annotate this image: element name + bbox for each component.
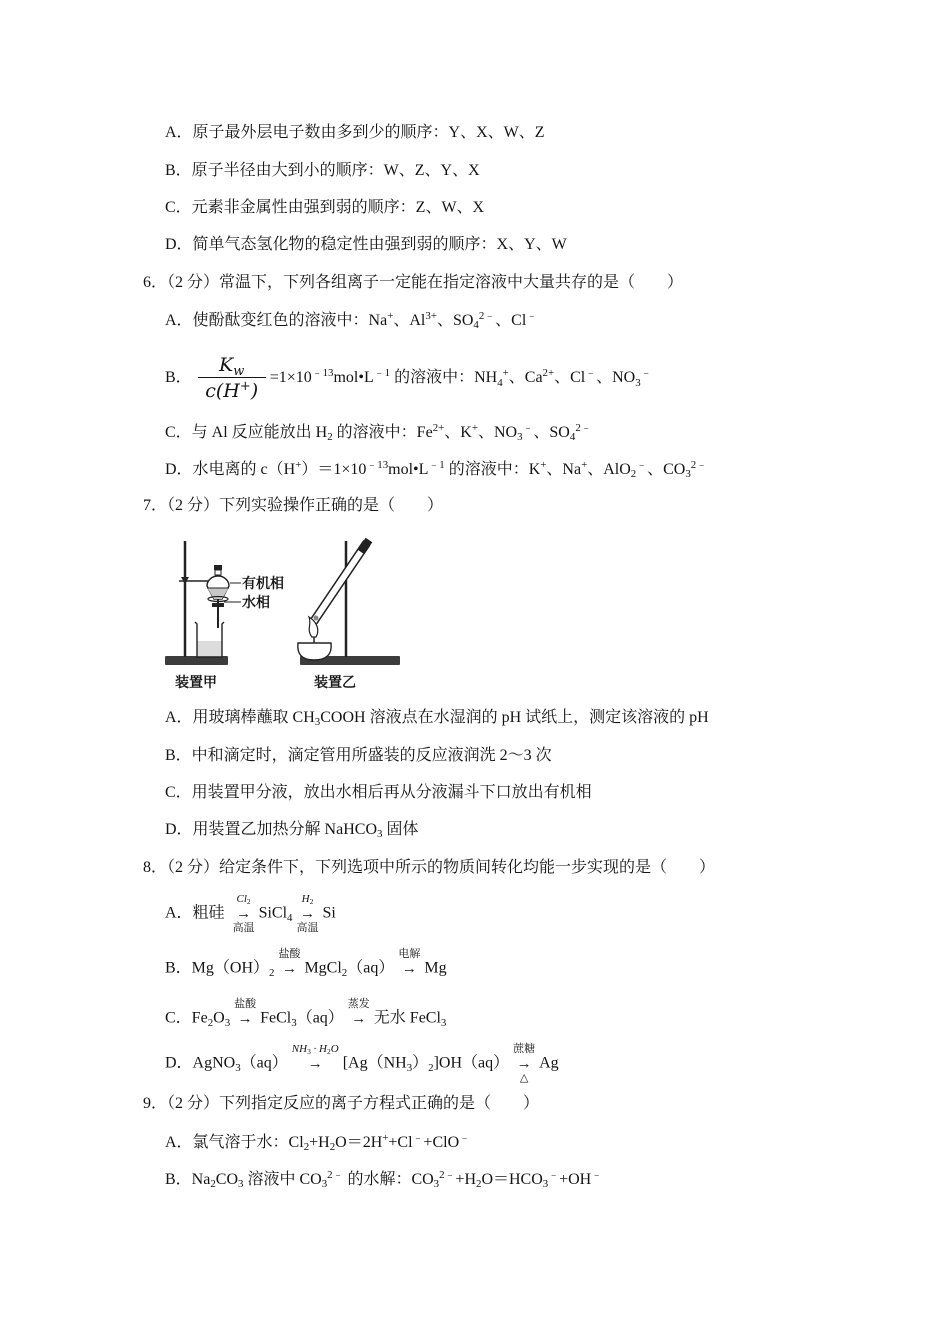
text-run: A．氯气溶于水：Cl [165,1134,304,1151]
arrow-icon: → [299,906,315,922]
text-run: 6．（2 分）常温下，下列各组离子一定能在指定溶液中大量共存的是（ ） [143,274,684,291]
text-run: Ag [539,1054,559,1072]
text-run: 高温 [232,922,255,934]
q8-option-d [165,1043,559,1085]
text-run: 、AlO [587,461,631,478]
superscript: 2﹣ [575,422,592,435]
text-run: A．使酚酞变红色的溶液中：Na [165,312,388,329]
arrow-condition-top [236,893,250,906]
text-run: 固体 [382,821,419,838]
arrow-condition-top [348,998,370,1011]
text-run: O＝2H [335,1134,383,1151]
q7-option-d [165,820,418,840]
superscript: 2+ [542,367,555,380]
text-run: D．简单气态氢化物的稳定性由强到弱的顺序：X、Y、W [165,236,567,253]
superscript: ﹣ [526,310,538,323]
q7-option-b [165,746,552,766]
text-run: 、NO [596,369,636,387]
text-run: 蒸发 [347,998,370,1010]
q8-option-a [165,893,336,935]
superscript: + [581,459,588,472]
superscript: + [382,1132,389,1145]
arrow-condition-top [513,1043,535,1056]
text-run: +ClO [423,1134,460,1151]
text-run: A．用玻璃棒蘸取 CH [165,709,315,726]
text-run: +H [309,1134,330,1151]
q6-option-a [165,311,537,331]
alcohol-lamp [298,643,331,660]
reaction-arrow [233,893,255,935]
superscript: ﹣ [585,367,597,380]
italic-run: NH [291,1043,308,1055]
text-run: D．水电离的 c（H [165,461,296,478]
text-run: 8．（2 分）给定条件下，下列选项中所示的物质间转化均能一步实现的是（ ） [143,859,716,876]
q5-option-c [165,198,484,218]
superscript: ﹣ [636,459,648,472]
subscript: 3 [224,1017,231,1030]
text-run: +Cl [388,1134,413,1151]
text-run: SiCl [258,904,288,922]
text-run: Mg [424,959,447,977]
reaction-arrow [398,948,420,990]
arrow-icon: → [401,961,417,977]
superscript: + [295,459,302,472]
text-run: 盐酸 [234,998,257,1010]
tube-solid [314,616,319,621]
text-run: ） [412,1054,429,1072]
subscript: 4 [569,431,576,444]
arrow-condition-bottom [520,1072,528,1085]
text-run: A．原子最外层电子数由多到少的顺序：Y、X、W、Z [165,124,545,141]
label-aqueous-phase: 水相 [242,595,270,611]
arrow-icon: → [307,1056,323,1072]
q5-option-a [165,123,545,143]
italic-run: Cl [236,893,247,905]
q6-stem [143,273,683,293]
reaction-arrow [348,998,370,1040]
text-run: △ [519,1072,529,1084]
superscript: ﹣13 [366,459,389,472]
text-run: FeCl [260,1009,292,1027]
text-run: 的溶液中：K [444,461,541,478]
subscript: 4 [473,319,479,332]
superscript: 2﹣ [327,1169,344,1182]
superscript: ﹣1 [373,367,391,380]
subscript: 2 [428,1062,434,1075]
subscript: 2 [476,1178,482,1191]
text-run: 、Na [546,461,582,478]
apparatus-b-drawing [298,540,400,691]
subscript: 2 [210,1178,216,1191]
superscript: 3+ [425,310,437,323]
q5-option-b [165,161,480,181]
reaction-arrow [296,893,318,935]
text-run: MgCl [304,959,342,977]
arrow-icon: → [236,906,252,922]
text-run: C．元素非金属性由强到弱的顺序：Z、W、X [165,199,485,216]
subscript: 2 [303,1141,310,1154]
arrow-icon: → [351,1011,367,1027]
text-run: 无水 FeCl [373,1009,441,1027]
fraction-numerator [198,353,266,378]
text-run: 的溶液中：NH [390,369,498,387]
arrow-condition-bottom [296,922,318,935]
text-run: 9．（2 分）下列指定反应的离子方程式正确的是（ ） [143,1095,540,1112]
q6-option-b [165,353,652,404]
superscript: ﹣13 [311,367,334,380]
funnel-neck [215,570,221,575]
text-run: B．Mg（OH） [165,959,270,977]
funnel-stopper [214,565,222,570]
italic-run: H [301,893,310,905]
text-run: 蔗糖 [513,1043,536,1055]
text-run: =1×10 [269,369,312,387]
superscript: + [540,459,547,472]
text-run: 、Al [393,312,426,329]
subscript: 2 [341,967,348,980]
text-run: [Ag（NH [342,1054,407,1072]
superscript: ﹣ [548,1169,560,1182]
beaker-liquid [198,641,222,657]
superscript: ﹣ [412,1132,424,1145]
text-run: 电解 [398,948,421,960]
subscript: 4 [497,376,503,389]
italic-run: O [330,1043,339,1055]
superscript: ﹣ [522,422,534,435]
text-run: D．AgNO [165,1054,236,1072]
superscript: 2+ [432,422,445,435]
arrow-condition-top [278,948,300,961]
q5-option-d [165,235,567,255]
superscript: ﹣ [640,367,652,380]
arrow-condition-bottom [233,922,255,935]
superscript: + [471,422,478,435]
arrow-condition-top [234,998,256,1011]
subscript: 2 [327,431,333,444]
text-run: Si [322,904,336,922]
arrow-condition-top [398,948,420,961]
text-run: A．粗硅 [165,904,229,922]
subscript: 3 [517,431,523,444]
q9-option-a [165,1133,470,1153]
label-organic-phase: 有机相 [242,576,284,592]
subscript: 2 [207,1017,214,1030]
label-apparatus-b: 装置乙 [314,675,356,691]
superscript: ﹣ [591,1169,603,1182]
superscript: + [387,310,394,323]
test-tube-inner [314,544,366,621]
text-run: B．Na [165,1171,211,1188]
arrow-icon: → [237,1011,253,1027]
subscript: 3 [377,828,383,841]
text-run: O [213,1009,225,1027]
subscript: 2 [269,967,275,980]
text-run: C．Fe [165,1009,208,1027]
text-run: C．与 Al 反应能放出 H [165,424,328,441]
text-run: ]OH（aq） [433,1054,510,1072]
text-run: C．用装置甲分液，放出水相后再从分液漏斗下口放出有机相 [165,784,592,801]
subscript: 3 [238,1178,244,1191]
text-run: B．中和滴定时，滴定管用所盛装的反应液润洗 2～3 次 [165,747,552,764]
text-run: COOH 溶液点在水湿润的 pH 试纸上，测定该溶液的 pH [320,709,709,726]
text-run: 、Ca [508,369,543,387]
text-run: （aq） [296,1009,344,1027]
q9-option-b [165,1170,602,1190]
text-run: +OH [559,1171,592,1188]
text-run: 、Cl [495,312,527,329]
text-run: 溶液中 CO [243,1171,322,1188]
q7-option-a [165,708,709,728]
text-run: ) [250,380,259,402]
q7-apparatus-figure [160,535,420,695]
superscript: 2﹣ [478,310,496,323]
text-run: B．原子半径由大到小的顺序：W、Z、Y、X [165,162,480,179]
text-run: （aq） [347,959,395,977]
superscript: ﹣1 [428,459,445,472]
subscript: 2 [630,468,637,481]
italic-run: · H [310,1043,327,1055]
subscript: 3 [321,1178,328,1191]
label-apparatus-a: 装置甲 [175,675,217,691]
q8-option-b [165,948,447,990]
text-run: ）＝1×10 [301,461,367,478]
subscript: 3 [291,1017,297,1030]
superscript: 2﹣ [439,1169,456,1182]
text-run: O＝HCO [481,1171,543,1188]
subscript: 2 [246,897,251,907]
text-run: 盐酸 [278,948,301,960]
fraction [198,353,266,404]
text-run: mol•L [388,461,429,478]
q9-stem [143,1094,539,1114]
text-run: 、SO [436,312,474,329]
text-run: CO [215,1171,239,1188]
subscript: 2 [309,897,314,907]
subscript: 3 [542,1178,549,1191]
subscript: 3 [406,1062,413,1075]
text-run: 7．（2 分）下列实验操作正确的是（ ） [143,497,444,514]
text-run: 的水解：CO [343,1171,434,1188]
text-run: D．用装置乙加热分解 NaHCO [165,821,377,838]
subscript: 3 [314,716,321,729]
arrow-icon: → [516,1056,532,1072]
subscript: 3 [235,1062,241,1075]
apparatus-a-drawing [165,541,284,691]
superscript: + [502,367,509,380]
text-run: +H [455,1171,476,1188]
subscript: 4 [287,912,293,925]
subscript: 3 [685,468,691,481]
q8-stem [143,858,715,878]
arrow-condition-top [292,1043,339,1056]
fraction-denominator [203,378,260,404]
q7-stem [143,496,443,516]
reaction-arrow [513,1043,535,1085]
text-run: 的溶液中：Fe [332,424,433,441]
text-run: c(H [205,380,240,402]
reaction-arrow [292,1043,339,1085]
subscript: 3 [635,376,641,389]
text-run: K [219,354,234,376]
superscript: + [239,378,251,394]
text-run: 、Cl [554,369,586,387]
q6-option-d [165,460,707,480]
text-run: mol•L [333,369,374,387]
text-run: 、SO [533,424,570,441]
superscript: ﹣ [459,1132,470,1145]
arrow-condition-top [302,893,314,906]
text-run: B． [165,369,192,387]
subscript: 3 [433,1178,440,1191]
text-run: （aq） [240,1054,288,1072]
subscript: 2 [329,1141,336,1154]
reaction-arrow [234,998,256,1040]
reaction-arrow [278,948,300,990]
subscript: 3 [307,1047,311,1057]
text-run: 、CO [647,461,686,478]
q7-option-c [165,783,592,803]
subscript: 2 [327,1047,331,1057]
text-run: 、NO [477,424,518,441]
subscript: w [233,364,245,380]
subscript: 3 [440,1017,447,1030]
text-run: 高温 [296,922,319,934]
q6-option-c [165,423,592,443]
text-run: 、K [444,424,472,441]
arrow-icon: → [281,961,297,977]
superscript: 2﹣ [690,459,708,472]
q8-option-c [165,998,446,1040]
